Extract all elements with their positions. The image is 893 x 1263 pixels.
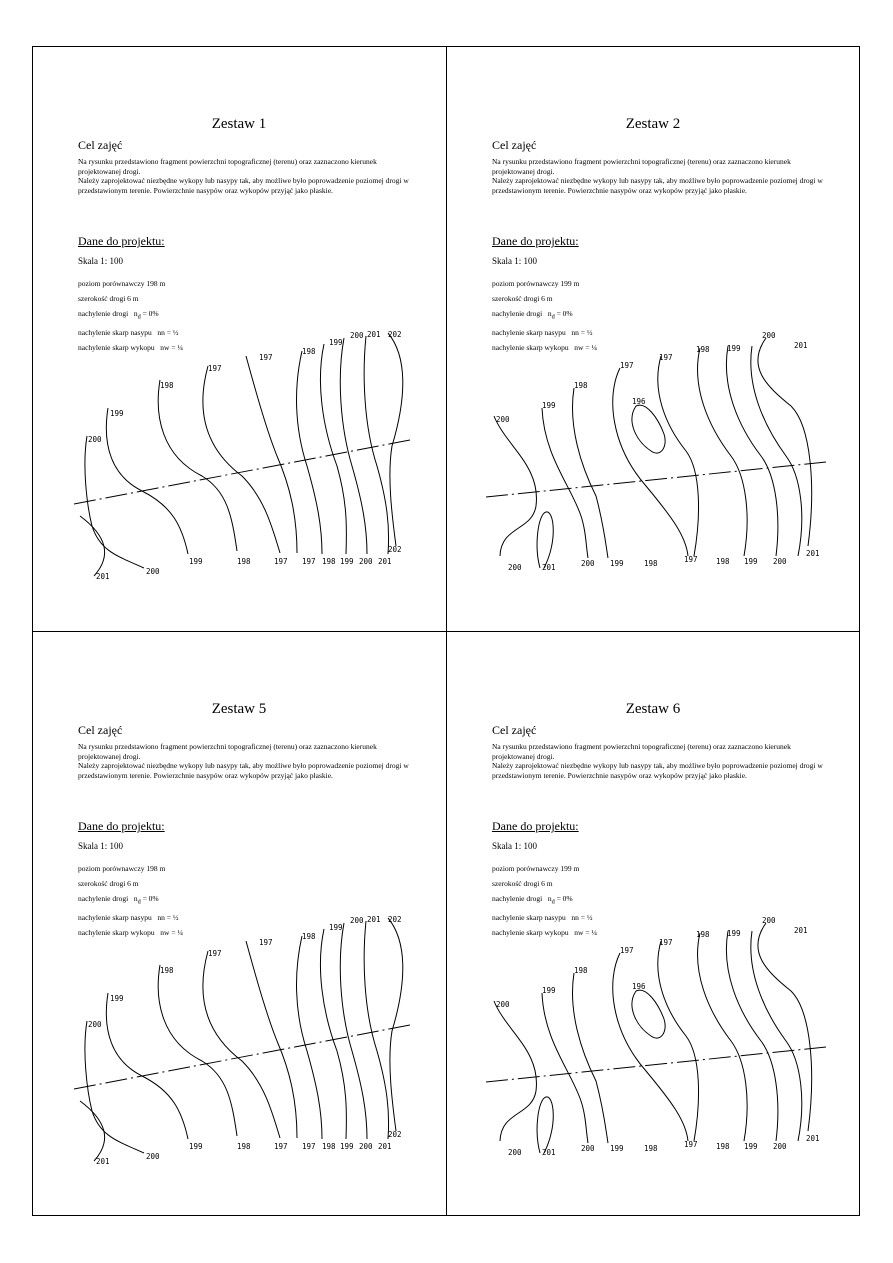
contour-elevation-label: 197: [659, 938, 673, 947]
project-data-heading: Dane do projektu:: [492, 234, 579, 248]
contour-line: [758, 923, 812, 1131]
road-slope-label: nachylenie drogi: [492, 309, 543, 318]
contour-elevation-label: 198: [696, 930, 710, 939]
contour-line: [340, 338, 367, 554]
contour-elevation-label: 198: [574, 381, 588, 390]
contour-elevation-label: 200: [88, 1020, 102, 1029]
contour-elevation-label: 200: [773, 557, 787, 566]
contour-line: [494, 1001, 536, 1141]
contour-elevation-label: 200: [359, 557, 373, 566]
contour-line: [573, 973, 608, 1143]
contour-line: [388, 333, 403, 546]
contour-elevation-label: 201: [794, 341, 808, 350]
contour-elevation-label: 200: [146, 1152, 160, 1161]
scale-text: Skala 1: 100: [78, 256, 123, 266]
contour-elevation-label: 200: [581, 559, 595, 568]
contour-elevation-label: 199: [610, 559, 624, 568]
reference-level: poziom porównawczy 199 m: [492, 864, 580, 873]
contour-line: [320, 929, 346, 1139]
contour-line: [320, 344, 346, 554]
road-width: szerokość drogi 6 m: [492, 879, 553, 888]
project-data-heading: Dane do projektu:: [492, 819, 579, 833]
contour-elevation-label: 200: [146, 567, 160, 576]
contour-elevation-label: 202: [388, 1130, 402, 1139]
contour-elevation-label: 197: [274, 557, 288, 566]
fill-slope-label: nachylenie skarp nasypu: [78, 327, 152, 337]
contour-elevation-label: 200: [762, 916, 776, 925]
contour-elevation-label: 200: [496, 1000, 510, 1009]
contour-elevation-label: 198: [322, 557, 336, 566]
contour-elevation-label: 196: [632, 397, 646, 406]
contour-line: [158, 965, 237, 1136]
contour-elevation-label: 202: [388, 545, 402, 554]
contour-elevation-label: 198: [160, 966, 174, 975]
contour-line: [758, 338, 812, 546]
contour-elevation-label: 199: [189, 557, 203, 566]
slope-sub: d: [137, 898, 141, 906]
contour-elevation-label: 197: [208, 949, 222, 958]
fill-slope-label: nachylenie skarp nasypu: [492, 912, 566, 922]
slope-n: n: [547, 309, 552, 318]
contour-line: [340, 923, 367, 1139]
contour-elevation-label: 200: [762, 331, 776, 340]
slope-sub: d: [551, 313, 555, 321]
panel-zestaw-1: [32, 46, 446, 631]
contour-elevation-label: 200: [508, 563, 522, 572]
contour-line: [106, 408, 188, 554]
contour-elevation-label: 197: [208, 364, 222, 373]
contour-elevation-label: 200: [508, 1148, 522, 1157]
scale-text: Skala 1: 100: [78, 841, 123, 851]
contour-elevation-label: 197: [620, 361, 634, 370]
description-line-2: Należy zaprojektować niezbędne wykopy lub nasypy tak, aby możliwe było poprowadzenie poziomej drogi w przedstawionym terenie. Powierzchnie nasypów oraz wykopów przyjąć jako płaskie.: [78, 761, 409, 780]
contour-elevation-label: 201: [378, 1142, 392, 1151]
contour-elevation-label: 199: [329, 338, 343, 347]
contour-elevation-label: 199: [610, 1144, 624, 1153]
contour-map: [446, 631, 860, 1216]
contour-elevation-label: 199: [340, 557, 354, 566]
description-line-1: Na rysunku przedstawiono fragment powierzchni topograficznej (terenu) oraz zaznaczono kierunek projektowanej drogi.: [78, 742, 377, 761]
contour-elevation-label: 198: [716, 557, 730, 566]
goal-heading: Cel zajęć: [492, 138, 537, 152]
contour-map: [32, 631, 446, 1216]
contour-elevation-label: 197: [302, 1142, 316, 1151]
contour-elevation-label: 199: [542, 986, 556, 995]
slope-eq: = 0%: [140, 894, 159, 903]
contour-line: [297, 936, 322, 1139]
contour-elevation-label: 197: [659, 353, 673, 362]
contour-elevation-label: 201: [806, 549, 820, 558]
contour-elevation-label: 198: [302, 347, 316, 356]
project-data-heading: Dane do projektu:: [78, 819, 165, 833]
slope-eq: = 0%: [554, 894, 573, 903]
fill-slope-value: nn = ½: [571, 912, 593, 922]
reference-level: poziom porównawczy 199 m: [492, 279, 580, 288]
cut-slope-label: nachylenie skarp wykopu: [492, 927, 569, 937]
slope-sub: d: [137, 313, 141, 321]
slope-sub: d: [551, 898, 555, 906]
contour-elevation-label: 197: [274, 1142, 288, 1151]
contour-line: [364, 921, 388, 1139]
contour-line: [751, 931, 802, 1141]
contour-line: [85, 436, 144, 568]
fill-slope-value: nn = ½: [157, 327, 179, 337]
contour-elevation-label: 198: [302, 932, 316, 941]
contour-line: [632, 990, 665, 1038]
contour-elevation-label: 199: [329, 923, 343, 932]
contour-line: [613, 953, 688, 1141]
contour-elevation-label: 199: [110, 994, 124, 1003]
contour-elevation-label: 198: [644, 559, 658, 568]
slope-eq: = 0%: [554, 309, 573, 318]
contour-elevation-label: 202: [388, 330, 402, 339]
contour-elevation-label: 200: [581, 1144, 595, 1153]
fill-slope-value: nn = ½: [571, 327, 593, 337]
description-line-1: Na rysunku przedstawiono fragment powierzchni topograficznej (terenu) oraz zaznaczono kierunek projektowanej drogi.: [492, 742, 791, 761]
panel-zestaw-5: [32, 631, 446, 1216]
contour-elevation-label: 198: [237, 557, 251, 566]
contour-elevation-label: 199: [110, 409, 124, 418]
goal-heading: Cel zajęć: [78, 723, 123, 737]
description-line-1: Na rysunku przedstawiono fragment powierzchni topograficznej (terenu) oraz zaznaczono kierunek projektowanej drogi.: [492, 157, 791, 176]
contour-elevation-label: 197: [684, 1140, 698, 1149]
fill-slope-label: nachylenie skarp nasypu: [78, 912, 152, 922]
contour-line: [698, 348, 748, 556]
road-width: szerokość drogi 6 m: [78, 294, 139, 303]
panel-zestaw-2: [446, 46, 860, 631]
cut-slope-value: nw = ¼: [574, 927, 598, 937]
fill-slope-label: nachylenie skarp nasypu: [492, 327, 566, 337]
contour-line: [203, 366, 280, 553]
road-slope-label: nachylenie drogi: [78, 894, 129, 903]
cut-slope-label: nachylenie skarp wykopu: [78, 927, 155, 937]
contour-line: [537, 512, 553, 568]
contour-elevation-label: 201: [96, 1157, 110, 1166]
contour-line: [85, 1021, 144, 1153]
contour-elevation-label: 201: [367, 330, 381, 339]
contour-line: [573, 388, 608, 558]
contour-line: [246, 941, 297, 1138]
contour-line: [658, 356, 699, 556]
contour-elevation-label: 202: [388, 915, 402, 924]
contour-elevation-label: 199: [189, 1142, 203, 1151]
contour-map: [446, 46, 860, 631]
contour-elevation-label: 199: [727, 344, 741, 353]
description-line-2: Należy zaprojektować niezbędne wykopy lub nasypy tak, aby możliwe było poprowadzenie poziomej drogi w przedstawionym terenie. Powierzchnie nasypów oraz wykopów przyjąć jako płaskie.: [492, 176, 823, 195]
cut-slope-value: nw = ¼: [574, 342, 598, 352]
contour-elevation-label: 198: [322, 1142, 336, 1151]
slope-n: n: [547, 894, 552, 903]
contour-elevation-label: 196: [632, 982, 646, 991]
cut-slope-value: nw = ¼: [160, 927, 184, 937]
panel-title: Zestaw 2: [625, 116, 681, 132]
contour-elevation-label: 197: [684, 555, 698, 564]
contour-elevation-label: 200: [350, 916, 364, 925]
contour-elevation-label: 201: [542, 563, 556, 572]
contour-elevation-label: 200: [88, 435, 102, 444]
contour-elevation-label: 197: [302, 557, 316, 566]
slope-n: n: [133, 894, 138, 903]
contour-elevation-label: 197: [259, 938, 273, 947]
contour-line: [364, 336, 388, 554]
contour-elevation-label: 199: [727, 929, 741, 938]
contour-elevation-label: 201: [378, 557, 392, 566]
contour-line: [698, 933, 748, 1141]
description-line-2: Należy zaprojektować niezbędne wykopy lub nasypy tak, aby możliwe było poprowadzenie poziomej drogi w przedstawionym terenie. Powierzchnie nasypów oraz wykopów przyjąć jako płaskie.: [492, 761, 823, 780]
cut-slope-label: nachylenie skarp wykopu: [492, 342, 569, 352]
contour-map: [32, 46, 446, 631]
contour-line: [246, 356, 297, 553]
panel-title: Zestaw 6: [625, 701, 681, 717]
contour-elevation-label: 200: [496, 415, 510, 424]
goal-heading: Cel zajęć: [492, 723, 537, 737]
contour-line: [537, 1097, 553, 1153]
contour-elevation-label: 199: [744, 1142, 758, 1151]
reference-level: poziom porównawczy 198 m: [78, 279, 166, 288]
cut-slope-value: nw = ¼: [160, 342, 184, 352]
description-line-2: Należy zaprojektować niezbędne wykopy lub nasypy tak, aby możliwe było poprowadzenie poziomej drogi w przedstawionym terenie. Powierzchnie nasypów oraz wykopów przyjąć jako płaskie.: [78, 176, 409, 195]
contour-line: [80, 1101, 105, 1161]
contour-elevation-label: 197: [620, 946, 634, 955]
contour-elevation-label: 199: [340, 1142, 354, 1151]
panel-zestaw-6: [446, 631, 860, 1216]
contour-line: [613, 368, 688, 556]
scale-text: Skala 1: 100: [492, 841, 537, 851]
contour-elevation-label: 201: [542, 1148, 556, 1157]
slope-eq: = 0%: [140, 309, 159, 318]
contour-line: [542, 993, 588, 1143]
project-data-heading: Dane do projektu:: [78, 234, 165, 248]
contour-line: [80, 516, 105, 576]
goal-heading: Cel zajęć: [78, 138, 123, 152]
road-slope-label: nachylenie drogi: [78, 309, 129, 318]
contour-elevation-label: 198: [716, 1142, 730, 1151]
contour-elevation-label: 198: [237, 1142, 251, 1151]
slope-n: n: [133, 309, 138, 318]
contour-elevation-label: 201: [96, 572, 110, 581]
road-width: szerokość drogi 6 m: [492, 294, 553, 303]
panel-title: Zestaw 5: [211, 701, 267, 717]
reference-level: poziom porównawczy 198 m: [78, 864, 166, 873]
contour-elevation-label: 201: [367, 915, 381, 924]
panel-title: Zestaw 1: [211, 116, 267, 132]
contour-elevation-label: 198: [696, 345, 710, 354]
road-width: szerokość drogi 6 m: [78, 879, 139, 888]
contour-line: [158, 380, 237, 551]
contour-line: [751, 346, 802, 556]
contour-line: [632, 405, 665, 453]
contour-elevation-label: 200: [350, 331, 364, 340]
contour-elevation-label: 201: [806, 1134, 820, 1143]
contour-elevation-label: 201: [794, 926, 808, 935]
contour-line: [203, 951, 280, 1138]
contour-elevation-label: 200: [359, 1142, 373, 1151]
road-slope-label: nachylenie drogi: [492, 894, 543, 903]
contour-line: [388, 918, 403, 1131]
contour-elevation-label: 197: [259, 353, 273, 362]
contour-line: [494, 416, 536, 556]
contour-line: [542, 408, 588, 558]
contour-elevation-label: 199: [542, 401, 556, 410]
contour-elevation-label: 198: [644, 1144, 658, 1153]
contour-line: [658, 941, 699, 1141]
scale-text: Skala 1: 100: [492, 256, 537, 266]
description-line-1: Na rysunku przedstawiono fragment powierzchni topograficznej (terenu) oraz zaznaczono kierunek projektowanej drogi.: [78, 157, 377, 176]
contour-elevation-label: 200: [773, 1142, 787, 1151]
contour-line: [106, 993, 188, 1139]
contour-elevation-label: 199: [744, 557, 758, 566]
contour-elevation-label: 198: [160, 381, 174, 390]
cut-slope-label: nachylenie skarp wykopu: [78, 342, 155, 352]
fill-slope-value: nn = ½: [157, 912, 179, 922]
contour-line: [297, 351, 322, 554]
contour-elevation-label: 198: [574, 966, 588, 975]
